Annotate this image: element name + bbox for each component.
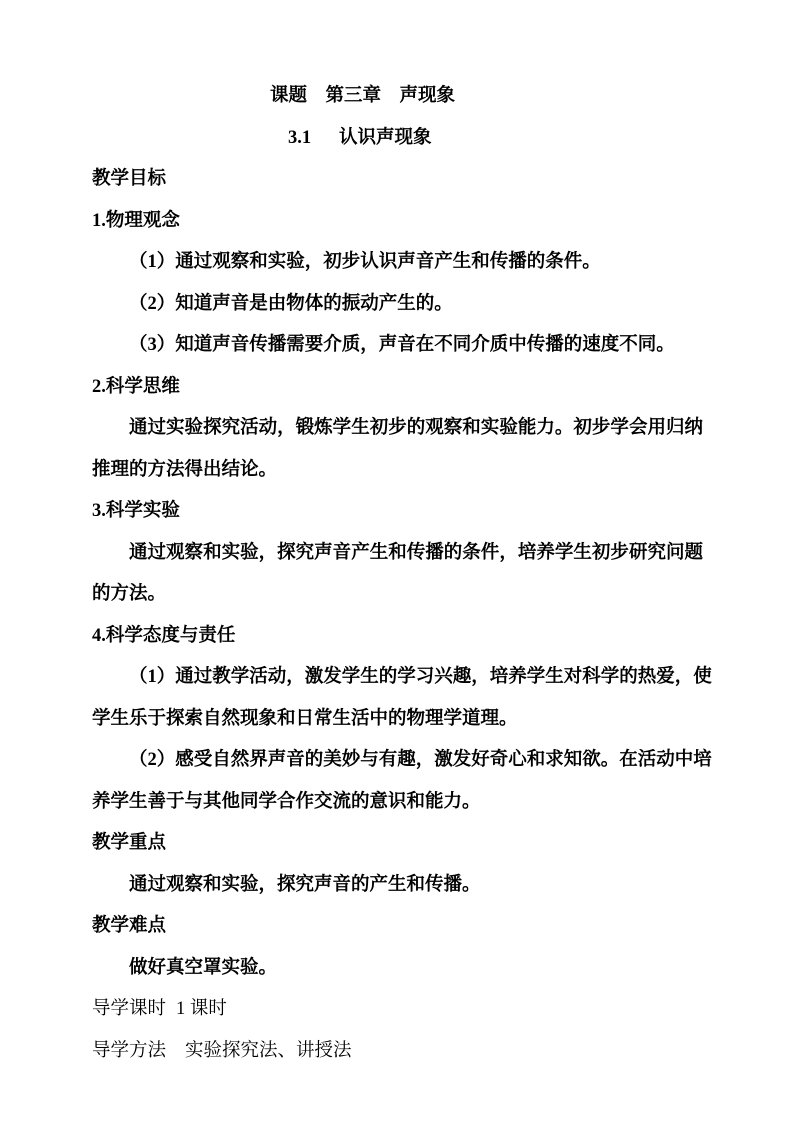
paragraph-text: 通过实验探究活动，锻炼学生初步的观察和实验能力。初步学会用归纳: [129, 418, 703, 438]
paragraph-text: （2）感受自然界声音的美妙与有趣，激发好奇心和求知欲。在活动中培: [129, 750, 712, 770]
attitude-responsibility-heading: 4.科学态度与责任: [92, 625, 236, 646]
paragraph-line: [0, 408, 794, 450]
physics-concept-item: （2）知道声音是由物体的振动产生的。: [129, 293, 453, 314]
objectives-heading: 教学目标: [92, 169, 167, 189]
physics-concept-item: （3）知道声音传播需要介质，声音在不同介质中传播的速度不同。: [129, 335, 675, 355]
methods-label: 导学方法: [92, 1040, 167, 1061]
class-hours-label: 导学课时: [92, 999, 167, 1019]
key-points-text: 通过观察和实验，探究声音的产生和传播。: [129, 874, 481, 895]
paragraph-line: 的方法。: [92, 584, 167, 604]
paragraph-line: [0, 533, 794, 575]
paragraph-text: 通过观察和实验，探究声音产生和传播的条件，培养学生初步研究问题: [129, 542, 703, 563]
physics-concept-item: （1）通过观察和实验，初步认识声音产生和传播的条件。: [129, 252, 601, 272]
scientific-thinking-heading: 2.科学思维: [92, 376, 180, 397]
methods-row: [0, 1031, 794, 1073]
difficulties-heading: 教学难点: [92, 916, 167, 936]
lesson-title: 课题 第三章 声现象: [270, 86, 456, 106]
class-hours-value: 1 课时: [176, 999, 227, 1019]
class-hours-row: [0, 989, 794, 1031]
paragraph-line: 养学生善于与其他同学合作交流的意识和能力。: [92, 791, 481, 812]
paragraph-line: 学生乐于探索自然现象和日常生活中的物理学道理。: [92, 708, 518, 729]
section-number: 3.1: [288, 127, 312, 148]
section-title: 认识声现象: [339, 127, 432, 148]
paragraph-line: [0, 657, 794, 699]
paragraph-line: 推理的方法得出结论。: [92, 459, 278, 480]
key-points-heading: 教学重点: [92, 833, 167, 853]
section-heading: [0, 118, 794, 160]
scientific-experiment-heading: 3.科学实验: [92, 501, 180, 521]
paragraph-line: [0, 740, 794, 782]
physics-concepts-heading: 1.物理观念: [92, 210, 180, 231]
methods-value: 实验探究法、讲授法: [185, 1040, 352, 1061]
paragraph-text: （1）通过教学活动，激发学生的学习兴趣，培养学生对科学的热爱，使: [129, 667, 712, 687]
difficulties-text: 做好真空罩实验。: [129, 957, 278, 978]
